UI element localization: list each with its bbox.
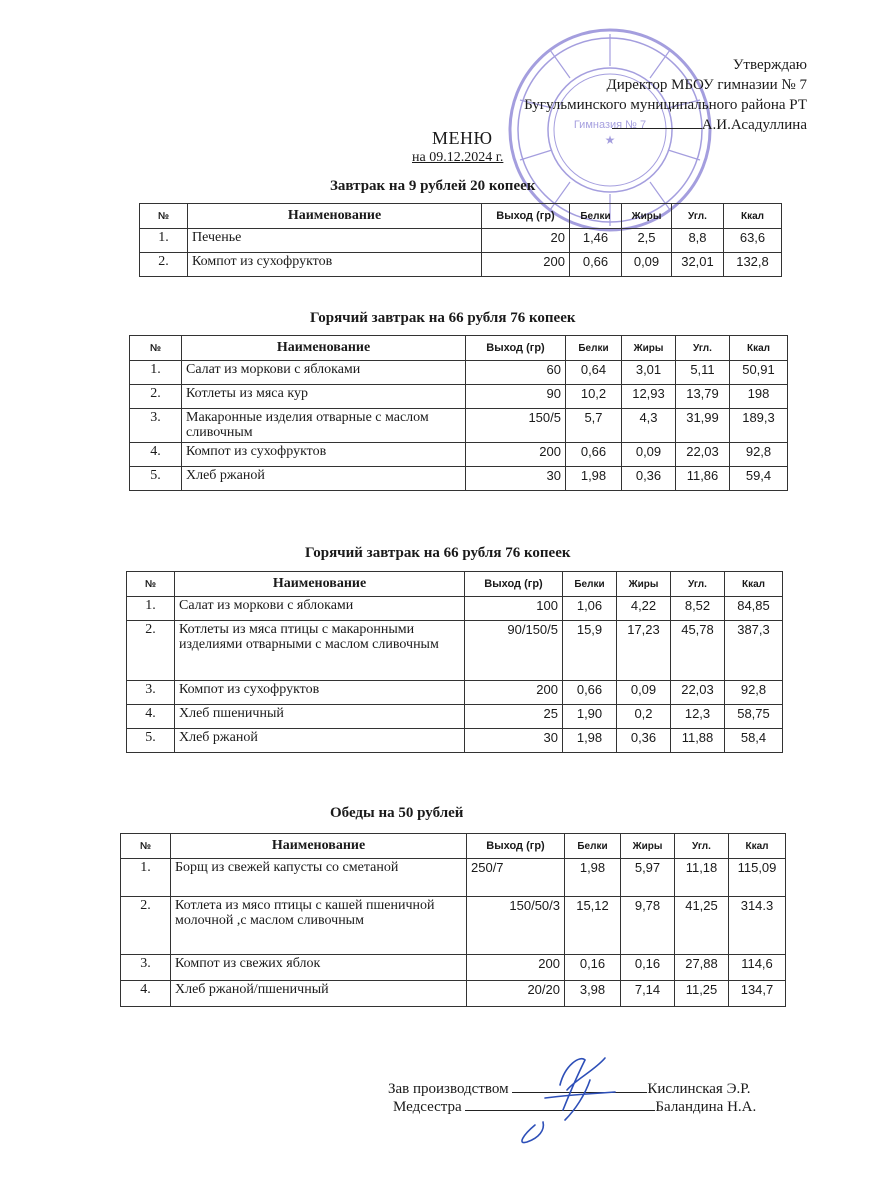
production-name: Кислинская Э.Р. <box>647 1081 751 1097</box>
row-name: Макаронные изделия отварные с маслом сливочным <box>182 409 466 443</box>
section-title-lunch: Обеды на 50 рублей <box>330 805 464 821</box>
row-name: Салат из моркови с яблоками <box>182 361 466 385</box>
row-carbs: 27,88 <box>675 955 729 981</box>
row-no: 3. <box>121 955 171 981</box>
col-no: № <box>121 834 171 859</box>
row-no: 3. <box>127 681 175 705</box>
table-row <box>121 955 786 981</box>
table-header-row <box>127 572 783 597</box>
row-fat: 7,14 <box>621 981 675 1007</box>
col-kcal: Ккал <box>729 834 786 859</box>
row-carbs: 32,01 <box>672 253 724 277</box>
row-carbs: 5,11 <box>676 361 730 385</box>
row-kcal: 92,8 <box>725 681 783 705</box>
col-kcal: Ккал <box>724 204 782 229</box>
row-name: Котлеты из мяса кур <box>182 385 466 409</box>
row-protein: 0,66 <box>563 681 617 705</box>
row-carbs: 12,3 <box>671 705 725 729</box>
row-weight: 250/7 <box>467 859 565 897</box>
row-carbs: 11,86 <box>676 467 730 491</box>
director-name-line <box>524 115 807 135</box>
approve-word: Утверждаю <box>732 57 807 73</box>
row-carbs: 13,79 <box>676 385 730 409</box>
table-row <box>130 467 788 491</box>
row-fat: 3,01 <box>622 361 676 385</box>
table-row <box>127 681 783 705</box>
table-row <box>127 729 783 753</box>
menu-table-hot-breakfast-2 <box>126 571 783 753</box>
menu-date: на 09.12.2024 г. <box>412 150 504 165</box>
row-weight: 20/20 <box>467 981 565 1007</box>
row-fat: 17,23 <box>617 621 671 681</box>
col-protein: Белки <box>566 336 622 361</box>
row-fat: 0,09 <box>622 443 676 467</box>
col-name: Наименование <box>182 336 466 361</box>
row-protein: 0,16 <box>565 955 621 981</box>
row-kcal: 92,8 <box>730 443 788 467</box>
col-protein: Белки <box>570 204 622 229</box>
table-header-row <box>140 204 782 229</box>
table-row <box>127 621 783 681</box>
row-no: 3. <box>130 409 182 443</box>
row-protein: 15,9 <box>563 621 617 681</box>
menu-table-hot-breakfast-1 <box>129 335 788 491</box>
row-weight: 200 <box>482 253 570 277</box>
row-name: Компот из сухофруктов <box>175 681 465 705</box>
row-name: Хлеб ржаной <box>175 729 465 753</box>
row-no: 5. <box>130 467 182 491</box>
col-weight: Выход (гр) <box>467 834 565 859</box>
row-weight: 200 <box>466 443 566 467</box>
nurse-label: Медсестра <box>393 1099 462 1115</box>
row-fat: 4,22 <box>617 597 671 621</box>
menu-table-lunch <box>120 833 786 1007</box>
table-row <box>130 409 788 443</box>
district-line: Бугульминского муниципального района РТ <box>524 97 807 113</box>
col-no: № <box>140 204 188 229</box>
row-name: Хлеб ржаной <box>182 467 466 491</box>
col-kcal: Ккал <box>725 572 783 597</box>
table-row <box>121 859 786 897</box>
row-weight: 30 <box>466 467 566 491</box>
row-carbs: 45,78 <box>671 621 725 681</box>
table-row <box>140 253 782 277</box>
col-carbs: Угл. <box>672 204 724 229</box>
col-carbs: Угл. <box>676 336 730 361</box>
row-carbs: 31,99 <box>676 409 730 443</box>
row-no: 1. <box>121 859 171 897</box>
row-fat: 0,16 <box>621 955 675 981</box>
row-kcal: 59,4 <box>730 467 788 491</box>
row-carbs: 22,03 <box>676 443 730 467</box>
row-kcal: 84,85 <box>725 597 783 621</box>
menu-table-breakfast <box>139 203 782 277</box>
row-protein: 3,98 <box>565 981 621 1007</box>
row-protein: 1,46 <box>570 229 622 253</box>
row-no: 4. <box>130 443 182 467</box>
table-row <box>130 443 788 467</box>
row-kcal: 58,4 <box>725 729 783 753</box>
row-kcal: 114,6 <box>729 955 786 981</box>
row-weight: 90 <box>466 385 566 409</box>
row-protein: 15,12 <box>565 897 621 955</box>
approval-block <box>524 55 807 135</box>
col-fat: Жиры <box>621 834 675 859</box>
row-protein: 1,98 <box>565 859 621 897</box>
col-no: № <box>130 336 182 361</box>
row-kcal: 115,09 <box>729 859 786 897</box>
row-name: Компот из сухофруктов <box>188 253 482 277</box>
row-weight: 30 <box>465 729 563 753</box>
director-line: Директор МБОУ гимназии № 7 <box>606 77 807 93</box>
row-weight: 90/150/5 <box>465 621 563 681</box>
row-name: Борщ из свежей капусты со сметаной <box>171 859 467 897</box>
row-weight: 200 <box>467 955 565 981</box>
row-kcal: 132,8 <box>724 253 782 277</box>
row-fat: 9,78 <box>621 897 675 955</box>
row-name: Компот из сухофруктов <box>182 443 466 467</box>
col-fat: Жиры <box>622 336 676 361</box>
row-carbs: 11,88 <box>671 729 725 753</box>
row-weight: 60 <box>466 361 566 385</box>
col-name: Наименование <box>188 204 482 229</box>
row-carbs: 22,03 <box>671 681 725 705</box>
row-protein: 0,64 <box>566 361 622 385</box>
col-fat: Жиры <box>622 204 672 229</box>
row-name: Хлеб ржаной/пшеничный <box>171 981 467 1007</box>
row-protein: 0,66 <box>570 253 622 277</box>
row-protein: 5,7 <box>566 409 622 443</box>
row-carbs: 11,25 <box>675 981 729 1007</box>
row-protein: 1,06 <box>563 597 617 621</box>
row-kcal: 314.3 <box>729 897 786 955</box>
row-no: 4. <box>127 705 175 729</box>
row-protein: 1,90 <box>563 705 617 729</box>
row-no: 5. <box>127 729 175 753</box>
col-no: № <box>127 572 175 597</box>
table-row <box>140 229 782 253</box>
row-no: 1. <box>127 597 175 621</box>
col-weight: Выход (гр) <box>466 336 566 361</box>
svg-text:★: ★ <box>604 133 616 147</box>
row-carbs: 11,18 <box>675 859 729 897</box>
row-kcal: 387,3 <box>725 621 783 681</box>
row-fat: 0,36 <box>617 729 671 753</box>
row-name: Хлеб пшеничный <box>175 705 465 729</box>
row-kcal: 189,3 <box>730 409 788 443</box>
row-weight: 200 <box>465 681 563 705</box>
section-title-breakfast: Завтрак на 9 рублей 20 копеек <box>330 178 536 194</box>
row-carbs: 41,25 <box>675 897 729 955</box>
row-kcal: 58,75 <box>725 705 783 729</box>
row-name: Котлеты из мяса птицы с макаронными изделиями отварными с маслом сливочным <box>175 621 465 681</box>
row-fat: 0,36 <box>622 467 676 491</box>
table-row <box>127 705 783 729</box>
row-name: Печенье <box>188 229 482 253</box>
row-protein: 10,2 <box>566 385 622 409</box>
row-weight: 25 <box>465 705 563 729</box>
row-name: Компот из свежих яблок <box>171 955 467 981</box>
row-fat: 4,3 <box>622 409 676 443</box>
col-protein: Белки <box>563 572 617 597</box>
page-title: МЕНЮ <box>432 128 493 148</box>
row-fat: 0,09 <box>617 681 671 705</box>
director-name: А.И.Асадуллина <box>701 117 807 133</box>
row-protein: 1,98 <box>566 467 622 491</box>
row-no: 1. <box>130 361 182 385</box>
row-kcal: 63,6 <box>724 229 782 253</box>
col-name: Наименование <box>171 834 467 859</box>
row-no: 2. <box>130 385 182 409</box>
row-fat: 0,09 <box>622 253 672 277</box>
row-no: 2. <box>140 253 188 277</box>
row-fat: 0,2 <box>617 705 671 729</box>
table-row <box>127 597 783 621</box>
row-carbs: 8,52 <box>671 597 725 621</box>
table-row <box>130 385 788 409</box>
col-carbs: Угл. <box>675 834 729 859</box>
col-kcal: Ккал <box>730 336 788 361</box>
col-protein: Белки <box>565 834 621 859</box>
row-weight: 20 <box>482 229 570 253</box>
section-title-hot-breakfast-1: Горячий завтрак на 66 рубля 76 копеек <box>310 310 576 326</box>
row-name: Котлета из мясо птицы с кашей пшеничной молочной ,с маслом сливочным <box>171 897 467 955</box>
production-label: Зав производством <box>388 1081 509 1097</box>
section-title-hot-breakfast-2: Горячий завтрак на 66 рубля 76 копеек <box>305 545 571 561</box>
col-carbs: Угл. <box>671 572 725 597</box>
table-row <box>121 897 786 955</box>
row-fat: 5,97 <box>621 859 675 897</box>
table-header-row <box>121 834 786 859</box>
col-weight: Выход (гр) <box>465 572 563 597</box>
row-carbs: 8,8 <box>672 229 724 253</box>
row-kcal: 134,7 <box>729 981 786 1007</box>
row-no: 4. <box>121 981 171 1007</box>
row-no: 2. <box>121 897 171 955</box>
row-protein: 1,98 <box>563 729 617 753</box>
row-weight: 150/5 <box>466 409 566 443</box>
row-no: 1. <box>140 229 188 253</box>
row-fat: 2,5 <box>622 229 672 253</box>
col-weight: Выход (гр) <box>482 204 570 229</box>
svg-text:Гимназия № 7: Гимназия № 7 <box>573 119 647 131</box>
row-fat: 12,93 <box>622 385 676 409</box>
table-header-row <box>130 336 788 361</box>
row-kcal: 50,91 <box>730 361 788 385</box>
col-name: Наименование <box>175 572 465 597</box>
row-weight: 150/50/3 <box>467 897 565 955</box>
col-fat: Жиры <box>617 572 671 597</box>
row-name: Салат из моркови с яблоками <box>175 597 465 621</box>
table-row <box>130 361 788 385</box>
handwritten-signature <box>505 1050 625 1150</box>
row-weight: 100 <box>465 597 563 621</box>
nurse-name: Баландина Н.А. <box>655 1099 757 1115</box>
row-no: 2. <box>127 621 175 681</box>
row-protein: 0,66 <box>566 443 622 467</box>
row-kcal: 198 <box>730 385 788 409</box>
table-row <box>121 981 786 1007</box>
